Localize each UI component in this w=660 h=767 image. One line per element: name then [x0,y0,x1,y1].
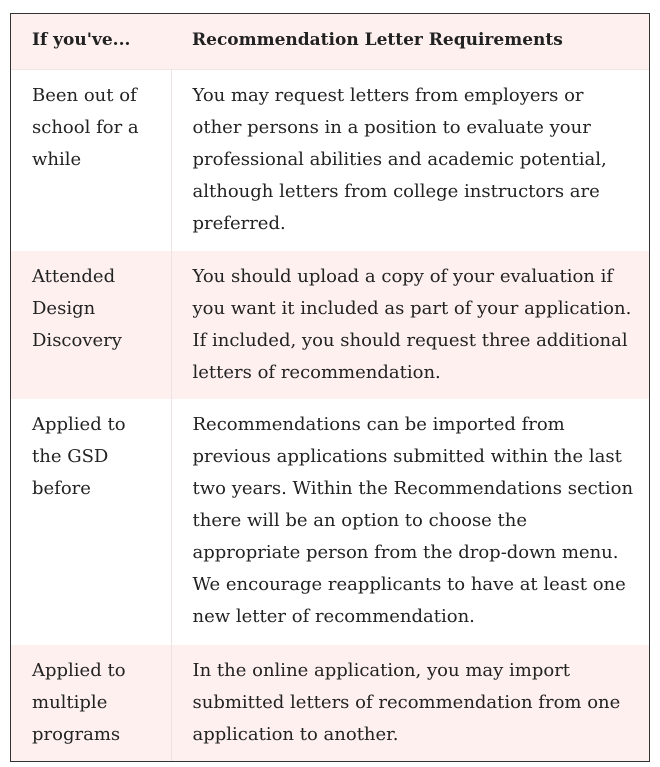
header-row [11,14,649,69]
table-body [11,69,649,761]
header-requirements: Recommendation Letter Requirements [171,14,649,69]
condition-cell: Applied to the GSD before [11,399,171,645]
condition-cell: Attended Design Discovery [11,251,171,399]
requirements-table [11,14,649,761]
requirement-cell: You may request letters from employers or other persons in a position to evaluate your professional abilities and academic potential, although letters from college instructors are preferred. [171,69,649,251]
table-row [11,251,649,399]
requirement-cell: Recommendations can be imported from previous applications submitted within the last two years. Within the Recommendations section there will be an option to choose the appropriate person from the drop-down menu. We encourage reapplicants to have at least one new letter of recommendation. [171,399,649,645]
table-row [11,69,649,251]
recommendation-requirements-table [10,13,650,762]
requirement-cell: In the online application, you may import submitted letters of recommendation from one application to another. [171,645,649,761]
requirement-cell: You should upload a copy of your evaluation if you want it included as part of your application. If included, you should request three additional letters of recommendation. [171,251,649,399]
header-condition: If you've... [11,14,171,69]
table-header [11,14,649,69]
condition-cell: Been out of school for a while [11,69,171,251]
condition-cell: Applied to multiple programs [11,645,171,761]
table-row [11,399,649,645]
table-row [11,645,649,761]
